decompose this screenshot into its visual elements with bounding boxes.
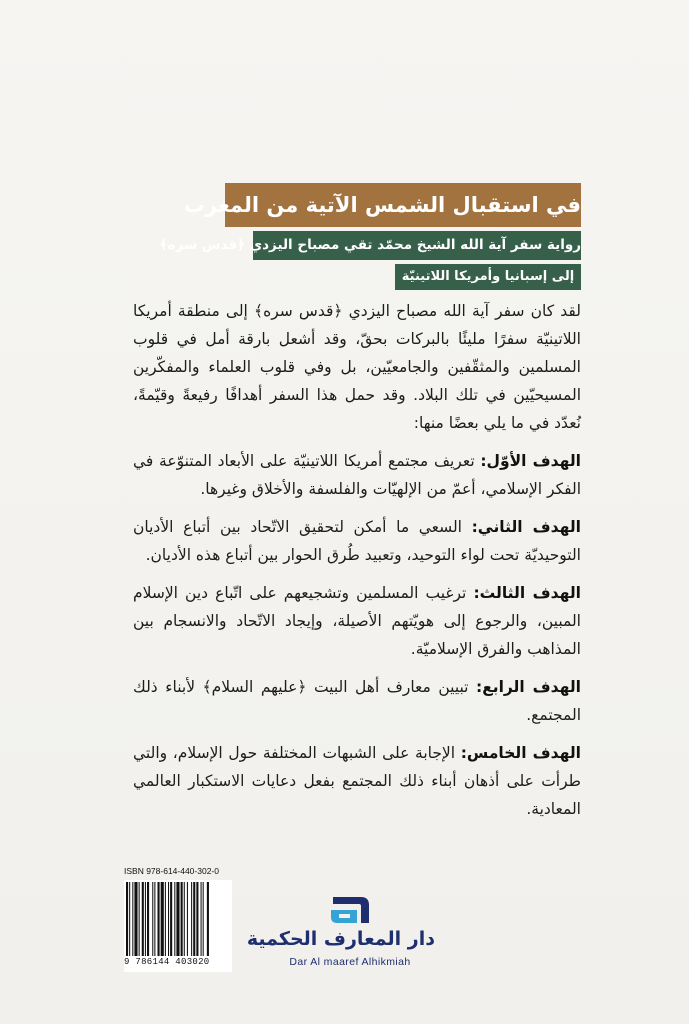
goal-text: ترغيب المسلمين وتشجيعهم على اتّباع دين الإسلام المبين، والرجوع إلى هويّتهم الأصيلة، وإيجاد الاتّحاد والانسجام بين المذاهب والفرق الإسلاميّة. <box>133 584 581 658</box>
goal-paragraph-1 <box>133 447 581 503</box>
goal-label: الهدف الرابع: <box>476 678 581 696</box>
barcode-bar <box>161 882 164 956</box>
goal-label: الهدف الثاني: <box>471 518 581 536</box>
goal-text: الإجابة على الشبهات المختلفة حول الإسلام، والتي طرأت على أذهان أبناء ذلك المجتمع بفعل دعايات الاستكبار العالمي المعادية. <box>133 744 581 818</box>
barcode-bar <box>147 882 149 956</box>
barcode-bar <box>170 882 172 956</box>
goal-paragraph-5 <box>133 739 581 823</box>
barcode-bar <box>181 882 183 956</box>
barcode-bar <box>193 882 195 956</box>
publisher-logo-icon <box>327 893 373 927</box>
barcode-bar <box>165 882 166 956</box>
barcode-bar <box>191 882 192 956</box>
barcode-bar <box>139 882 140 956</box>
goal-text: تعريف مجتمع أمريكا اللاتينيّة على الأبعاد المتنوّعة في الفكر الإسلامي، أعمّ من الإلهيّات والفلسفة والأخلاق وغيرها. <box>133 452 581 498</box>
publisher-name-arabic: دار المعارف الحكمية <box>246 928 435 950</box>
barcode-bar <box>134 882 137 956</box>
barcode-bar <box>196 882 198 956</box>
barcode-bar <box>168 882 169 956</box>
goal-paragraph-3 <box>133 579 581 663</box>
barcode-bar <box>174 882 175 956</box>
barcode-bar <box>152 882 153 956</box>
barcode-bar <box>142 882 144 956</box>
barcode-bar <box>207 882 209 956</box>
barcode-bar <box>145 882 146 956</box>
goal-text: السعي ما أمكن لتحقيق الاتّحاد بين أتباع الأديان التوحيديّة تحت لواء التوحيد، وتعبيد طُرق الحوار بين أتباع هذه الأديان. <box>133 518 581 564</box>
book-subtitle-destination: إلى إسبانيا وأمريكا اللاتينيّة <box>395 264 581 290</box>
barcode-bar <box>187 882 188 956</box>
blurb-intro: لقد كان سفر آية الله مصباح اليزدي ﴿قدس سره﴾ إلى منطقة أمريكا اللاتينيّة سفرًا مليئًا بالبركات بحقّ، وقد أشعل بارقة أمل في قلوب المسلمين والمثقّفين والجامعيّين، بل وفي قلوب العلماء والمفكّرين المسيحيّين في تلك البلاد. وقد حمل هذا السفر أهدافًا رفيعةً وقيّمةً، نُعدّد في ما يلي بعضًا منها: <box>133 302 581 432</box>
goal-paragraph-4 <box>133 673 581 729</box>
barcode-bar <box>154 882 155 956</box>
barcode-bar <box>129 882 130 956</box>
barcode-bar <box>203 882 204 956</box>
barcode-bar <box>184 882 185 956</box>
book-subtitle: رواية سفر آية الله الشيخ محمّد تقي مصباح اليزدي ﴿قدس سره﴾ <box>253 231 581 260</box>
goal-label: الهدف الأوّل: <box>480 452 581 470</box>
publisher-name-english: Dar Al maaref Alhikmiah <box>289 956 411 968</box>
barcode-bar <box>132 882 133 956</box>
barcode-digits: 9 786144 403020 <box>124 957 232 971</box>
barcode-bar <box>158 882 160 956</box>
goal-text: تبيين معارف أهل البيت ﴿عليهم السلام﴾ لأبناء ذلك المجتمع. <box>133 678 581 724</box>
goal-paragraph-2 <box>133 513 581 569</box>
blurb-text <box>133 297 581 833</box>
isbn-number: ISBN 978-614-440-302-0 <box>124 866 219 876</box>
goal-label: الهدف الثالث: <box>473 584 581 602</box>
barcode-bar <box>126 882 128 956</box>
barcode-bars <box>124 880 232 958</box>
barcode-bar <box>176 882 179 956</box>
goal-label: الهدف الخامس: <box>460 744 581 762</box>
book-title: في استقبال الشمس الآتية من المغرب <box>225 183 581 227</box>
barcode-bar <box>201 882 202 956</box>
